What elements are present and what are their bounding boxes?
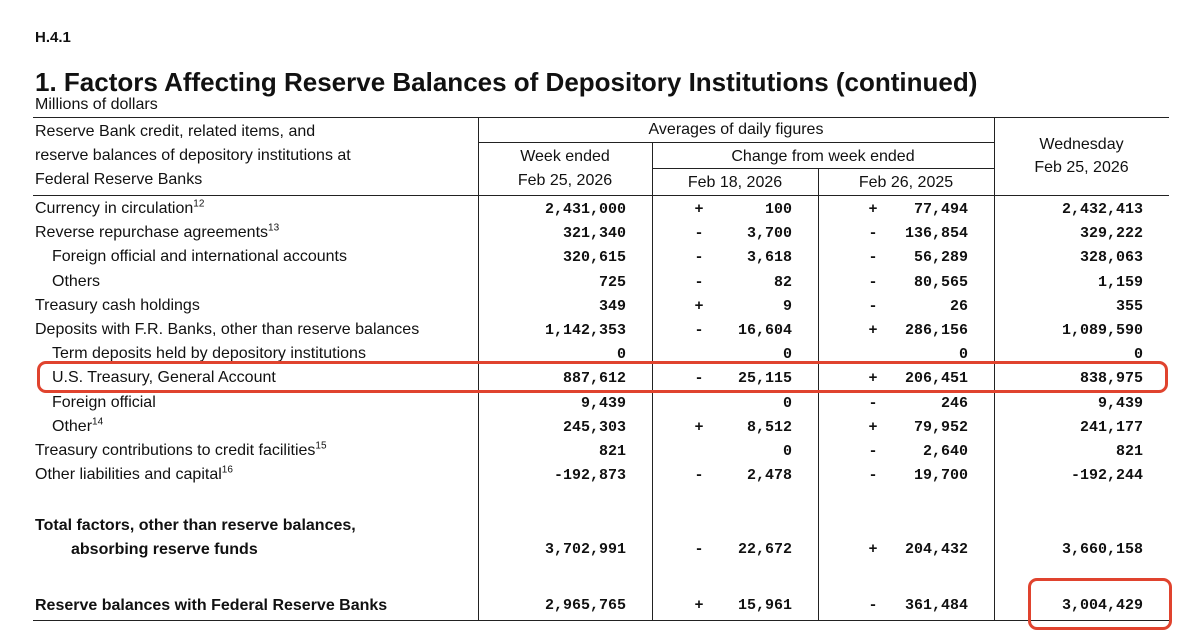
tga-row-highlight — [37, 361, 1168, 393]
row-week-value: 887,612 — [562, 370, 626, 387]
row-change-sign-2: - — [868, 249, 878, 266]
row-change-1: 0 — [782, 346, 792, 363]
row-label — [35, 442, 327, 460]
row-change-sign-1: + — [694, 298, 704, 315]
row-change-1: 0 — [782, 395, 792, 412]
row-label-text: Others — [52, 273, 101, 290]
row-change-sign-1: + — [694, 419, 704, 436]
row-week-value: 9,439 — [580, 395, 626, 412]
row-label-text: U.S. Treasury, General Account — [52, 369, 276, 386]
row-change-sign-2: - — [868, 395, 878, 412]
row-label — [52, 273, 100, 291]
row-change-sign-2: - — [868, 274, 878, 291]
row-wednesday-value: 328,063 — [1079, 249, 1143, 266]
row-wednesday-value: 9,439 — [1097, 395, 1143, 412]
row-label — [35, 321, 419, 339]
row-change-1: 8,512 — [746, 419, 792, 436]
header-bottom-rule — [33, 195, 1169, 196]
row-change-sign-2: - — [868, 298, 878, 315]
row-week-value: 2,431,000 — [544, 201, 626, 218]
row-label — [35, 224, 279, 242]
footnote-ref: 13 — [268, 222, 280, 234]
row-label-text: Treasury contributions to credit facilities — [35, 442, 316, 459]
row-week-value: 725 — [598, 274, 626, 291]
row-change-1: 2,478 — [746, 467, 792, 484]
row-change-sign-1: - — [694, 467, 704, 484]
row-change-1: 0 — [782, 443, 792, 460]
total-change-2: 204,432 — [904, 541, 968, 558]
row-label — [52, 248, 347, 266]
row-change-2: 79,952 — [913, 419, 968, 436]
row-label — [35, 466, 233, 484]
row-label — [35, 200, 204, 218]
reserve-sign-2: - — [868, 597, 878, 614]
row-change-sign-2: + — [868, 322, 878, 339]
row-week-value: 0 — [616, 346, 626, 363]
row-label-text: Foreign official and international accounts — [52, 248, 347, 265]
header-averages: Averages of daily figures — [648, 121, 824, 138]
total-wednesday: 3,660,158 — [1061, 541, 1143, 558]
averages-rule — [478, 142, 994, 143]
row-label-text: Treasury cash holdings — [35, 297, 200, 314]
row-week-value: 245,303 — [562, 419, 626, 436]
row-label-text: Reverse repurchase agreements — [35, 224, 269, 241]
header-week-ended: Week ended — [520, 148, 610, 165]
row-change-sign-2: - — [868, 225, 878, 242]
row-week-value: 321,340 — [562, 225, 626, 242]
reserve-sign-1: + — [694, 597, 704, 614]
row-change-sign-2: + — [868, 419, 878, 436]
total-sign-1: - — [694, 541, 704, 558]
header-feb26: Feb 26, 2025 — [858, 174, 954, 191]
document-id: H.4.1 — [35, 29, 71, 46]
total-week: 3,702,991 — [544, 541, 626, 558]
row-wednesday-value: 1,089,590 — [1061, 322, 1143, 339]
row-wednesday-value: 329,222 — [1079, 225, 1143, 242]
row-change-sign-1: - — [694, 225, 704, 242]
row-change-1: 16,604 — [737, 322, 792, 339]
row-wednesday-value: 241,177 — [1079, 419, 1143, 436]
header-change-from: Change from week ended — [731, 148, 915, 165]
row-wednesday-value: 1,159 — [1097, 274, 1143, 291]
row-change-2: 56,289 — [913, 249, 968, 266]
row-wednesday-value: 2,432,413 — [1061, 201, 1143, 218]
row-change-2: 26 — [949, 298, 968, 315]
header-label-line-3: Federal Reserve Banks — [35, 171, 203, 188]
units-caption: Millions of dollars — [35, 96, 158, 113]
row-label-text: Other — [52, 418, 93, 435]
row-week-value: 320,615 — [562, 249, 626, 266]
row-week-value: 821 — [598, 443, 626, 460]
reserve-change-1: 15,961 — [737, 597, 792, 614]
row-label — [52, 418, 103, 436]
row-change-1: 3,700 — [746, 225, 792, 242]
row-wednesday-value: 838,975 — [1079, 370, 1143, 387]
footnote-ref: 16 — [221, 464, 233, 476]
row-change-sign-2: + — [868, 370, 878, 387]
row-change-1: 3,618 — [746, 249, 792, 266]
reserve-label: Reserve balances with Federal Reserve Banks — [35, 597, 388, 614]
row-change-sign-1: - — [694, 274, 704, 291]
row-change-1: 9 — [782, 298, 792, 315]
table-title: 1. Factors Affecting Reserve Balances of Depository Institutions (continued) — [35, 67, 978, 97]
row-change-2: 77,494 — [913, 201, 968, 218]
row-wednesday-value: 355 — [1115, 298, 1143, 315]
row-week-value: 1,142,353 — [544, 322, 626, 339]
reserve-change-2: 361,484 — [904, 597, 968, 614]
row-wednesday-value: 821 — [1115, 443, 1143, 460]
row-change-sign-1: - — [694, 370, 704, 387]
row-change-sign-1: - — [694, 249, 704, 266]
row-change-2: 0 — [958, 346, 968, 363]
row-label — [35, 297, 200, 315]
header-week-ended-date: Feb 25, 2026 — [517, 172, 613, 189]
reserve-wednesday: 3,004,429 — [1061, 597, 1143, 614]
row-label-text: Foreign official — [52, 394, 156, 411]
footnote-ref: 12 — [193, 198, 205, 210]
row-change-2: 2,640 — [922, 443, 968, 460]
row-label-text: Term deposits held by depository institutions — [52, 345, 366, 362]
total-change-1: 22,672 — [737, 541, 792, 558]
total-label-line-2: absorbing reserve funds — [71, 541, 258, 558]
row-change-sign-1: + — [694, 201, 704, 218]
row-label — [52, 394, 156, 412]
row-wednesday-value: 0 — [1133, 346, 1143, 363]
row-change-2: 19,700 — [913, 467, 968, 484]
row-change-1: 100 — [764, 201, 792, 218]
header-wednesday-date: Feb 25, 2026 — [1034, 159, 1129, 176]
row-label-text: Other liabilities and capital — [35, 466, 222, 483]
row-change-2: 80,565 — [913, 274, 968, 291]
header-label-line-1: Reserve Bank credit, related items, and — [35, 123, 316, 140]
row-week-value: -192,873 — [553, 467, 626, 484]
header-feb18: Feb 18, 2026 — [687, 174, 783, 191]
row-label-text: Currency in circulation — [35, 200, 194, 217]
row-change-2: 246 — [940, 395, 968, 412]
header-label-line-2: reserve balances of depository institutions at — [35, 147, 351, 164]
change-rule — [652, 168, 994, 169]
total-sign-2: + — [868, 541, 878, 558]
row-change-sign-1: - — [694, 322, 704, 339]
total-label-line-1: Total factors, other than reserve balances, — [35, 517, 356, 534]
row-change-sign-2: - — [868, 467, 878, 484]
row-change-1: 25,115 — [737, 370, 792, 387]
row-wednesday-value: -192,244 — [1070, 467, 1143, 484]
reserve-balance-highlight — [1028, 578, 1172, 630]
reserve-week: 2,965,765 — [544, 597, 626, 614]
row-change-sign-2: + — [868, 201, 878, 218]
row-change-1: 82 — [773, 274, 792, 291]
footnote-ref: 15 — [315, 440, 327, 452]
row-change-2: 136,854 — [904, 225, 968, 242]
table-top-rule — [33, 117, 1169, 118]
row-label-text: Deposits with F.R. Banks, other than reserve balances — [35, 321, 420, 338]
table-bottom-rule — [33, 620, 1169, 621]
row-change-sign-2: - — [868, 443, 878, 460]
row-change-2: 206,451 — [904, 370, 968, 387]
footnote-ref: 14 — [92, 416, 104, 428]
header-wednesday: Wednesday — [1039, 136, 1124, 153]
row-week-value: 349 — [598, 298, 626, 315]
row-change-2: 286,156 — [904, 322, 968, 339]
